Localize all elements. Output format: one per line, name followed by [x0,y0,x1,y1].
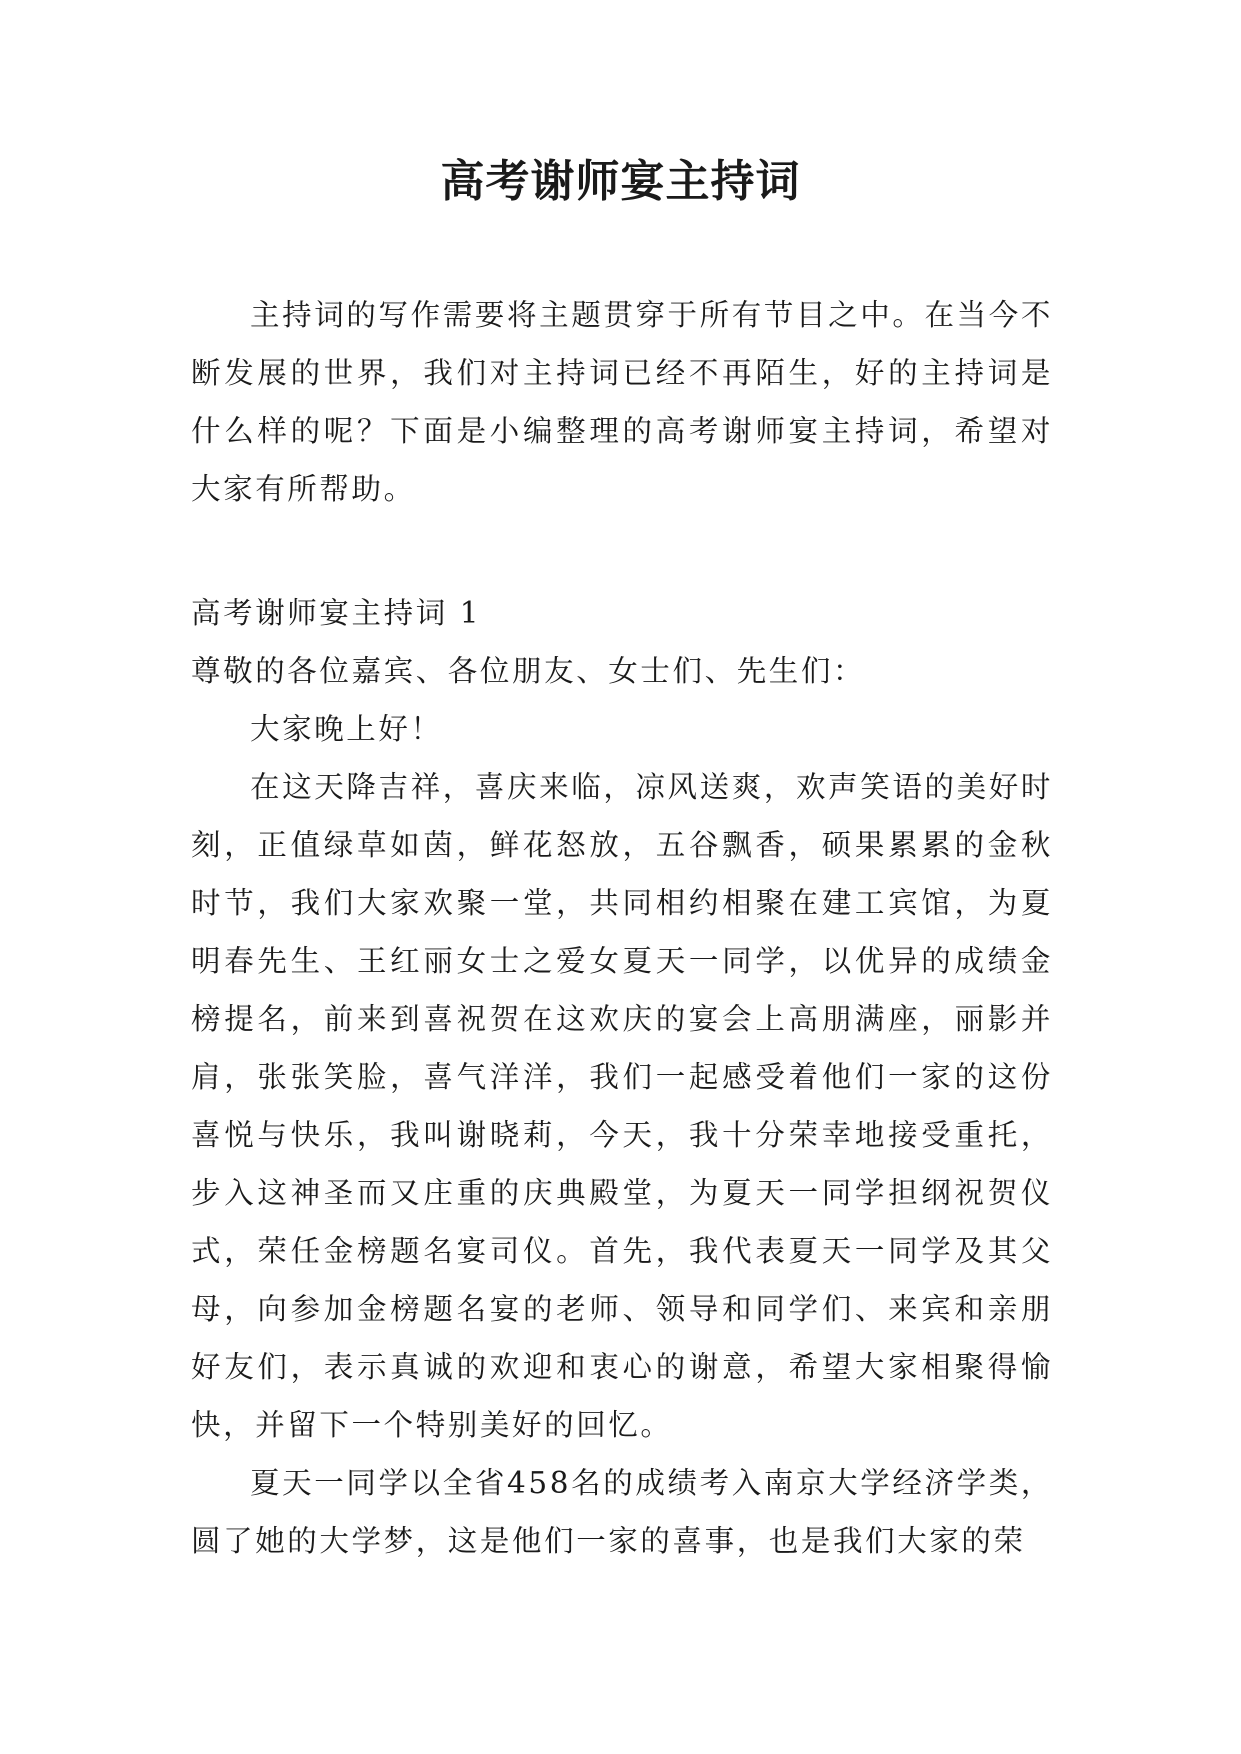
intro-block [191,286,1053,518]
body-paragraph-2: 夏天一同学以全省458名的成绩考入南京大学经济学类，圆了她的大学梦，这是他们一家的喜事，也是我们大家的荣 [191,1466,1053,1558]
document-title: 高考谢师宴主持词 [440,156,801,207]
salutation: 尊敬的各位嘉宾、各位朋友、女士们、先生们： [191,654,866,688]
body-paragraph-1: 在这天降吉祥，喜庆来临，凉风送爽，欢声笑语的美好时刻，正值绿草如茵，鲜花怒放，五谷飘香，硕果累累的金秋时节，我们大家欢聚一堂，共同相约相聚在建工宾馆，为夏明春先生、王红丽女士之爱女夏天一同学，以优异的成绩金榜提名，前来到喜祝贺在这欢庆的宴会上高朋满座，丽影并肩，张张笑脸，喜气洋洋，我们一起感受着他们一家的这份喜悦与快乐，我叫谢晓莉，今天，我十分荣幸地接受重托，步入这神圣而又庄重的庆典殿堂，为夏天一同学担纲祝贺仪式，荣任金榜题名宴司仪。首先，我代表夏天一同学及其父母，向参加金榜题名宴的老师、领导和同学们、来宾和亲朋好友们，表示真诚的欢迎和衷心的谢意，希望大家相聚得愉快，并留下一个特别美好的回忆。 [191,770,1053,1442]
intro-paragraph: 主持词的写作需要将主题贯穿于所有节目之中。在当今不断发展的世界，我们对主持词已经不再陌生，好的主持词是什么样的呢？下面是小编整理的高考谢师宴主持词，希望对大家有所帮助。 [191,298,1053,506]
section-block [191,584,1053,1570]
greeting: 大家晚上好！ [250,712,443,746]
section-heading: 高考谢师宴主持词 1 [191,596,482,630]
